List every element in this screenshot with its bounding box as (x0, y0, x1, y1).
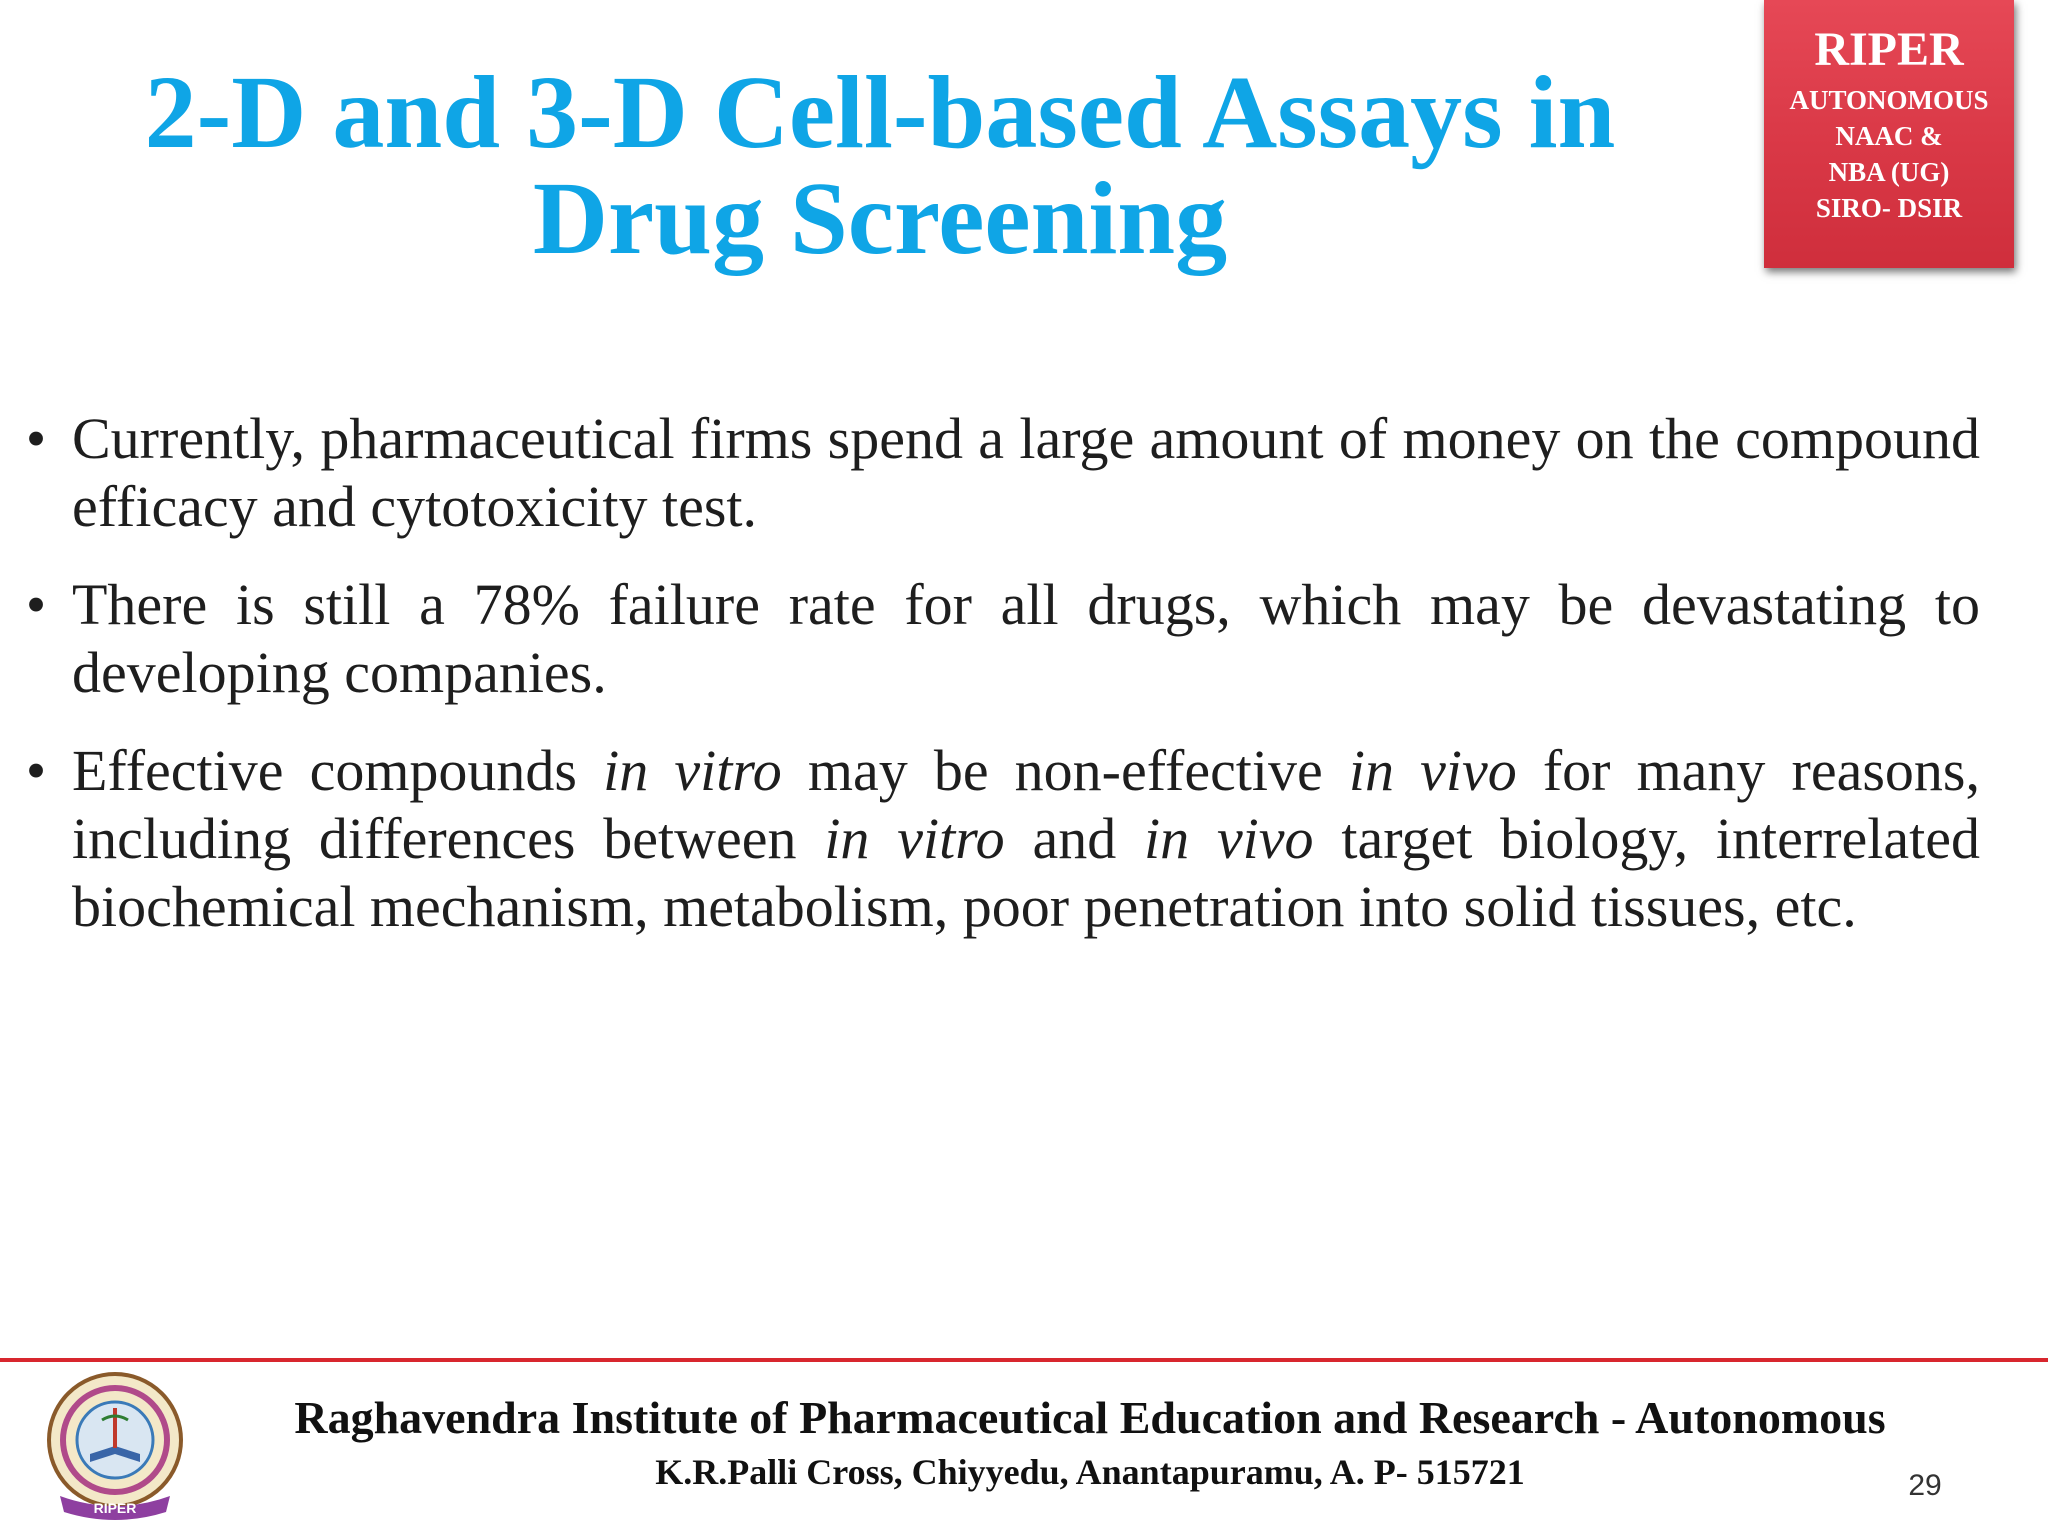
bullet-marker: • (25, 738, 47, 803)
footer-institute-name: Raghavendra Institute of Pharmaceutical Education and Research - Autonomous (294, 1392, 1886, 1443)
bullet-item-2 (25, 571, 1980, 707)
bullet-text-3-part-3: for many reasons, including differences between (72, 738, 1980, 871)
bullet-text-1: Currently, pharmaceutical firms spend a large amount of money on the compound efficacy and cytotoxicity test. (72, 406, 1980, 539)
bullet-text-3-italic-4: in vivo (1144, 806, 1314, 871)
logo-ribbon-text: RIPER (93, 1500, 137, 1516)
bullet-item-1 (25, 405, 1980, 541)
footer-divider (0, 1358, 2048, 1362)
page-number: 29 (1908, 1469, 1942, 1502)
accreditation-badge (1764, 0, 2014, 268)
bullet-text-3-part-2: may be non-effective (781, 738, 1349, 803)
bullet-item-3 (25, 737, 1980, 941)
bullet-text-3-italic-1: in vitro (603, 738, 782, 803)
bullet-text-3-italic-3: in vitro (824, 806, 1005, 871)
badge-title: RIPER (1814, 23, 1964, 76)
footer-address: K.R.Palli Cross, Chiyyedu, Anantapuramu, A. P- 515721 (655, 1452, 1525, 1492)
slide-title (60, 55, 1700, 276)
bullet-text-3-italic-2: in vivo (1348, 738, 1517, 803)
slide-title-line-1: 2-D and 3-D Cell-based Assays in (144, 55, 1616, 170)
bullet-list (25, 405, 1980, 971)
bullet-text-3-part-4: and (1004, 806, 1145, 871)
badge-line-naac: NAAC & (1835, 121, 1943, 151)
bullet-marker: • (25, 572, 47, 637)
bullet-text-3-part-5: target biology, interrelated biochemical mechanism, metabolism, poor penetration into solid tissues, etc. (72, 806, 1980, 939)
badge-line-autonomous: AUTONOMOUS (1789, 85, 1989, 115)
badge-line-nba: NBA (UG) (1828, 157, 1950, 187)
institute-logo-icon (40, 1368, 190, 1524)
slide-title-line-2: Drug Screening (532, 161, 1228, 276)
bullet-text-3-part-1: Effective compounds (72, 738, 604, 803)
bullet-text-2: There is still a 78% failure rate for all drugs, which may be devastating to developing companies. (72, 572, 1980, 705)
badge-line-siro: SIRO- DSIR (1815, 193, 1963, 223)
bullet-marker: • (25, 406, 47, 471)
